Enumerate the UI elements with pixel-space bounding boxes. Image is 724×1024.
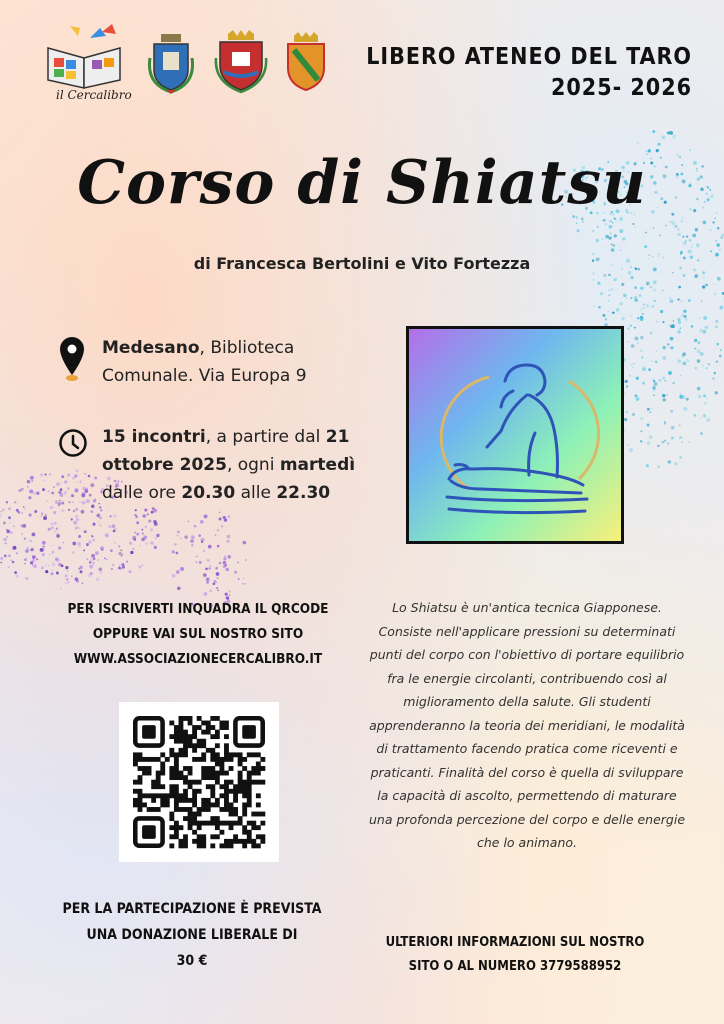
cercalibro-logo — [40, 18, 130, 106]
donation-amount: 30 € — [176, 952, 208, 969]
start-day: 21 — [325, 427, 350, 447]
end-time: 22.30 — [276, 483, 331, 504]
location-info — [102, 334, 362, 390]
weekday: martedì — [279, 455, 356, 476]
page-title: Corso di Shiatsu — [77, 148, 647, 218]
organization-name: LIBERO ATENEO DEL TARO — [366, 44, 692, 70]
start-date: ottobre 2025 — [102, 455, 227, 476]
logo-text: il Cercalibro — [56, 88, 132, 102]
schedule-text: , a partire dal — [205, 427, 326, 447]
lesson-count: 15 incontri — [102, 427, 206, 447]
shiatsu-illustration — [406, 326, 624, 544]
start-time: 20.30 — [181, 483, 236, 504]
schedule-text: alle — [235, 483, 277, 504]
registration-line1: PER ISCRIVERTI INQUADRA IL QRCODE — [67, 601, 329, 617]
contact-phone: SITO O AL NUMERO 3779588952 — [408, 959, 622, 975]
registration-info — [48, 597, 348, 672]
academic-year: 2025- 2026 — [551, 75, 692, 102]
map-pin-icon — [58, 335, 86, 387]
location-line2: Comunale. Via Europa 9 — [102, 366, 307, 387]
clock-icon — [58, 428, 88, 462]
registration-line2: OPPURE VAI SUL NOSTRO SITO — [92, 625, 304, 642]
donation-line1: PER LA PARTECIPAZIONE È PREVISTA — [62, 901, 322, 917]
donation-info — [42, 897, 342, 975]
organization-header — [330, 42, 692, 104]
contact-info — [370, 931, 660, 979]
location-line1: , Biblioteca — [199, 338, 295, 358]
instructors-subtitle: di Francesca Bertolini e Vito Fortezza — [193, 254, 531, 273]
website-link[interactable]: WWW.ASSOCIAZIONECERCALIBRO.IT — [73, 650, 323, 667]
location-place: Medesano — [102, 338, 200, 358]
town-crest — [214, 28, 268, 100]
medesano-crest — [146, 30, 196, 100]
donation-line2: UNA DONAZIONE LIBERALE DI — [86, 926, 298, 943]
schedule-info — [102, 423, 382, 507]
schedule-text: , ogni — [226, 455, 280, 476]
course-description: Lo Shiatsu è un'antica tecnica Giapponese. Consiste nell'applicare pressioni su determinati punti del corpo con l'obiettivo di portare equilibrio fra le energie circolanti, contribuendo così al miglioramento della salute. Gli studenti apprenderanno la teoria dei meridiani, le modalità di trattamento facendo pratica come riceventi e praticanti. Finalità del corso è quella di sviluppare la capacità di ascolto, permettendo di maturare una profonda percezione del corpo e delle energie che lo animano. — [368, 600, 686, 850]
contact-line1: ULTERIORI INFORMAZIONI SUL NOSTRO — [385, 935, 645, 950]
province-crest — [284, 30, 328, 98]
qr-code[interactable] — [119, 702, 279, 862]
schedule-text: dalle ore — [102, 483, 182, 504]
